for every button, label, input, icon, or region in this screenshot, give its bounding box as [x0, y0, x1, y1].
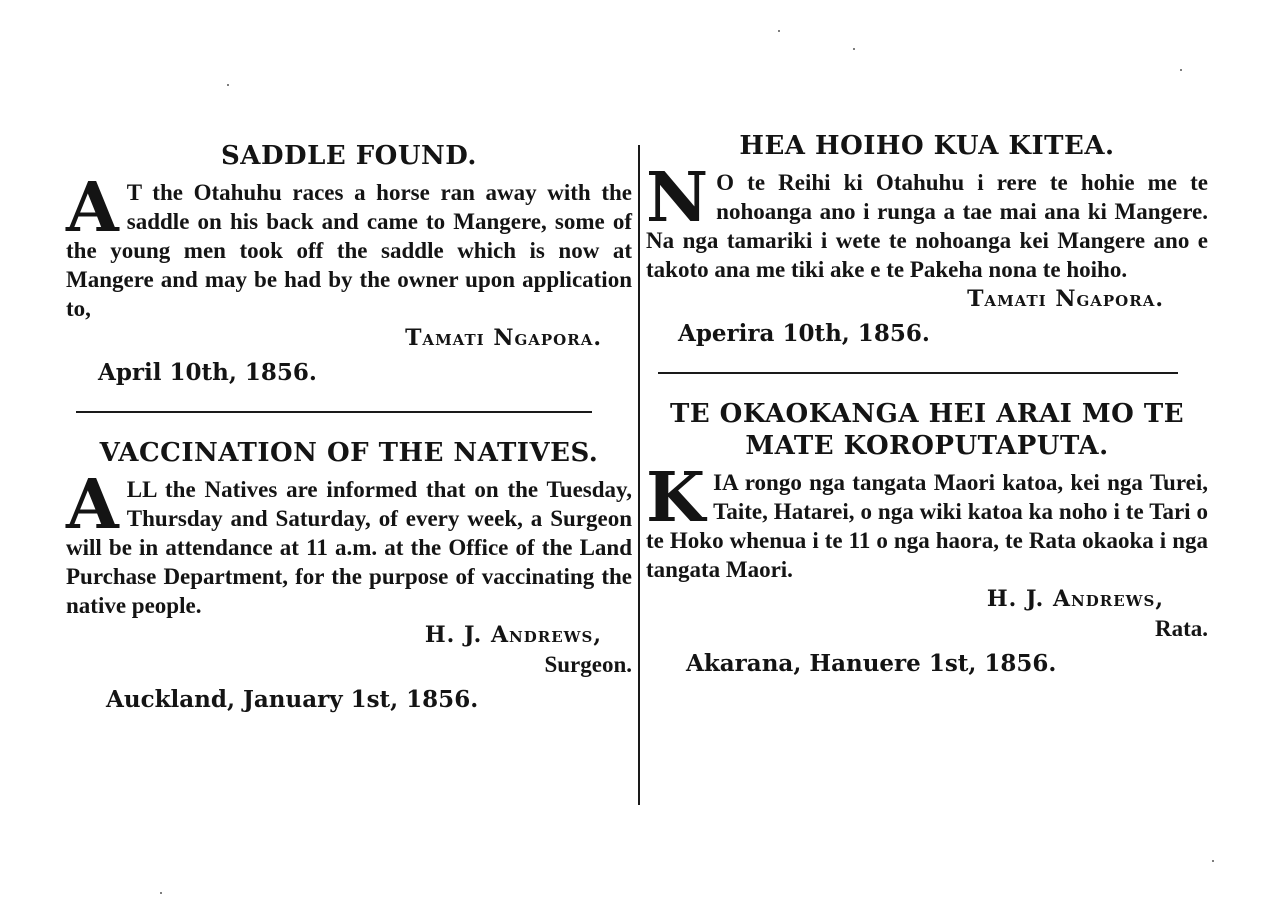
- scan-speck: [778, 30, 780, 32]
- english-column: [66, 140, 632, 716]
- drop-cap: A: [66, 465, 119, 545]
- notice-saddle-found: [66, 140, 632, 389]
- scan-speck: [227, 84, 229, 86]
- notice-signer: Tamati Ngapora.: [405, 325, 602, 351]
- notice-signer-role: Surgeon.: [544, 652, 632, 677]
- scan-speck: [1180, 69, 1182, 71]
- notice-body-text: LL the Natives are informed that on the Tuesday, Thursday and Saturday, of every week, a Surgeon will be in attendance at 11 a.m. at the Office of the Land Purchase Department, for the purpose of vaccinating the native people.: [66, 477, 632, 618]
- notice-okaokanga: [646, 398, 1208, 680]
- notice-body: [66, 168, 632, 323]
- notice-date: Auckland, January 1st, 1856.: [106, 686, 479, 713]
- notice-date: Aperira 10th, 1856.: [678, 320, 930, 347]
- notice-body: [646, 458, 1208, 584]
- notice-title: HEA HOIHO KUA KITEA.: [739, 131, 1115, 161]
- drop-cap: N: [646, 158, 709, 238]
- notice-signer: H. J. Andrews,: [424, 622, 602, 648]
- scan-speck: [1212, 860, 1214, 862]
- section-rule: [76, 411, 592, 413]
- scan-speck: [853, 48, 855, 50]
- column-divider: [638, 145, 640, 805]
- notice-signer-role: Rata.: [1154, 616, 1208, 641]
- notice-signer: Tamati Ngapora.: [967, 286, 1164, 312]
- notice-body-text: O te Reihi ki Otahuhu i rere te hohie me te nohoanga ano i runga a tae mai ana ki Mangere. Na nga tamariki i wete te nohoanga kei Mangere ano e takoto ana me tiki ake e te Pakeha nona te hoiho.: [646, 170, 1208, 282]
- maori-column: [646, 130, 1208, 680]
- notice-body: [646, 158, 1208, 284]
- notice-title: SADDLE FOUND.: [221, 141, 477, 171]
- notice-date: Akarana, Hanuere 1st, 1856.: [686, 650, 1057, 677]
- notice-body-text: T the Otahuhu races a horse ran away with the saddle on his back and came to Mangere, some of the young men took off the saddle which is now at Mangere and may be had by the owner upon application to,: [66, 180, 632, 321]
- notice-vaccination: [66, 437, 632, 716]
- notice-body-text: IA rongo nga tangata Maori katoa, kei nga Turei, Taite, Hatarei, o nga wiki katoa ka noho i te Tari o te Hoko whenua i te 11 o nga haora, te Rata okaoka i nga tangata Maori.: [646, 470, 1208, 582]
- drop-cap: K: [646, 458, 706, 538]
- notice-date: April 10th, 1856.: [98, 359, 317, 386]
- notice-body: [66, 465, 632, 620]
- notice-signer: H. J. Andrews,: [986, 586, 1164, 612]
- scan-speck: [160, 892, 162, 894]
- section-rule: [658, 372, 1178, 374]
- drop-cap: A: [66, 168, 119, 248]
- notice-title: TE OKAOKANGA HEI ARAI MO TE MATE KOROPUTAPUTA.: [669, 399, 1185, 461]
- notice-title: VACCINATION OF THE NATIVES.: [99, 438, 599, 468]
- notice-hea-hoiho: [646, 130, 1208, 350]
